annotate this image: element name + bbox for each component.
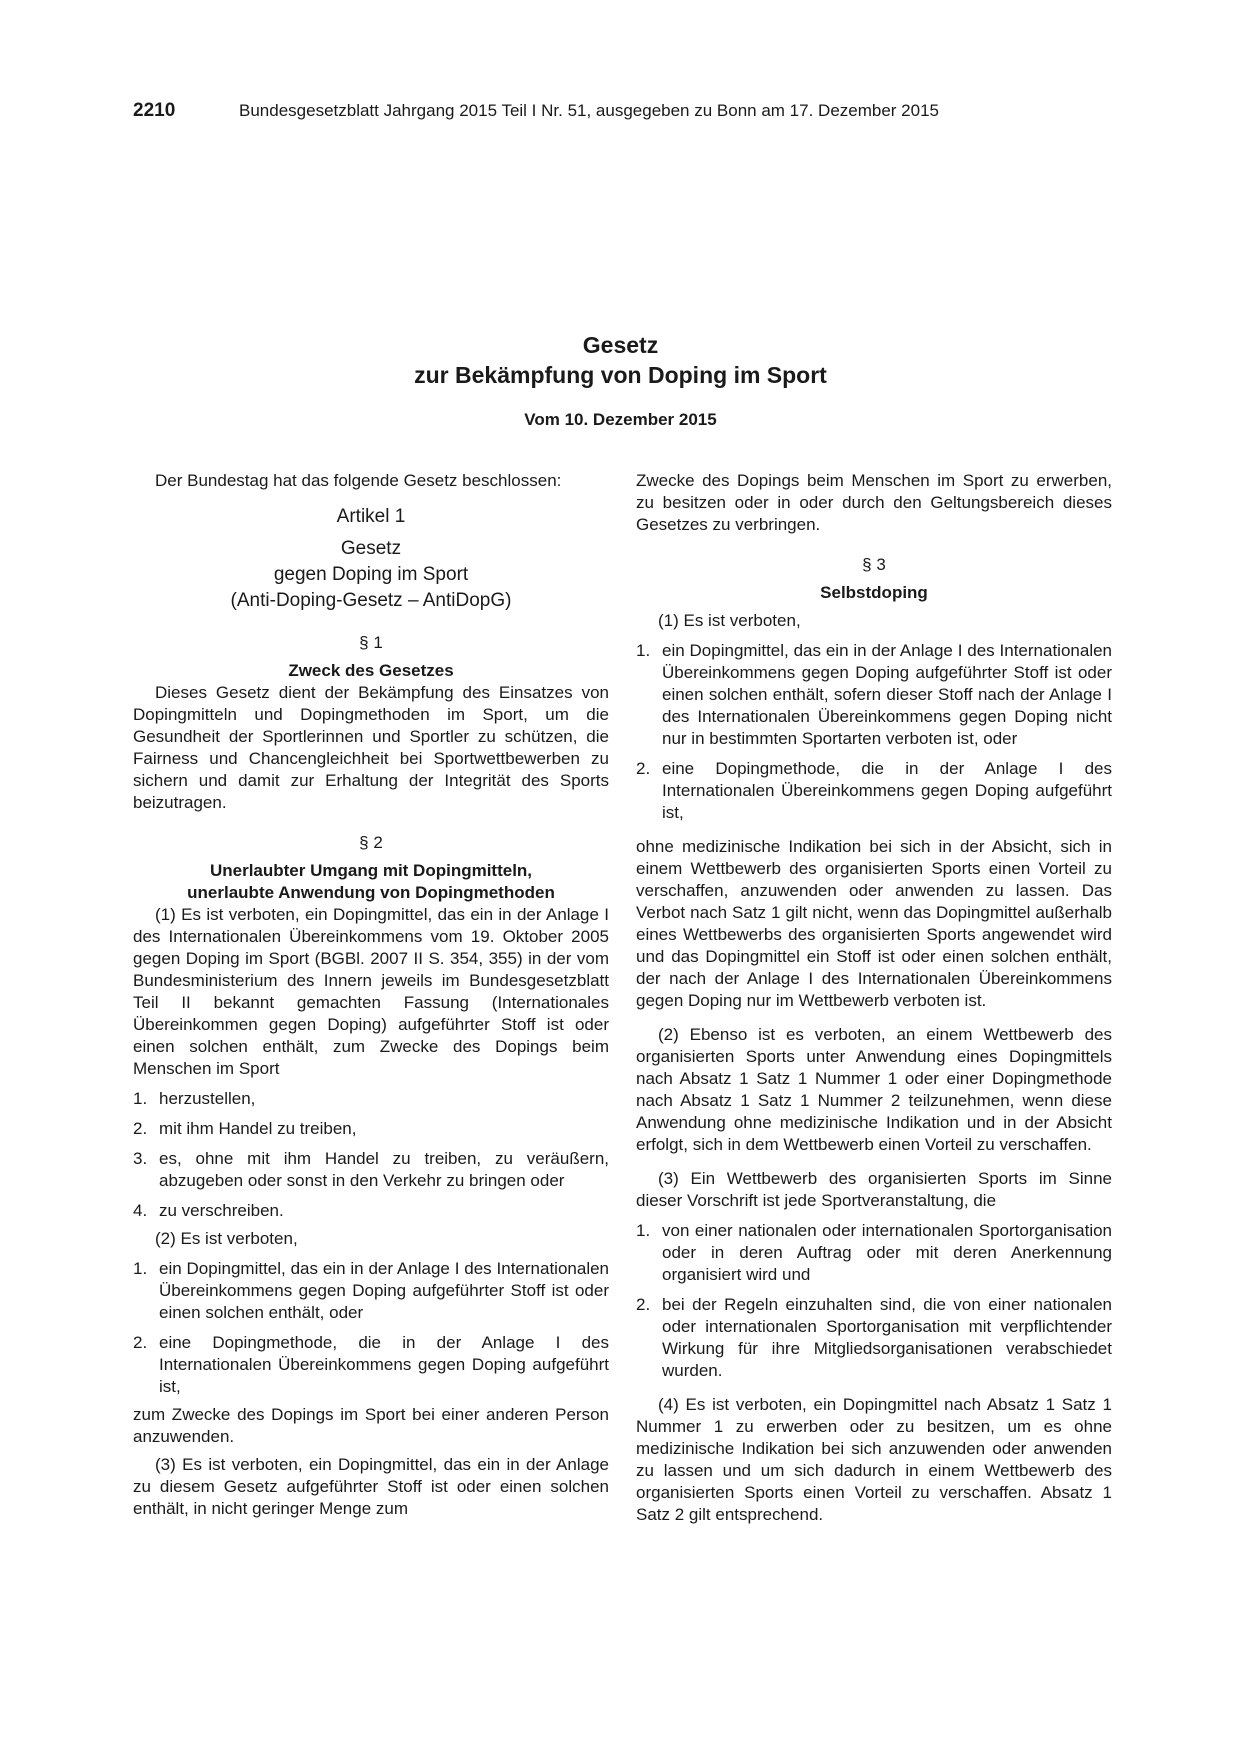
- law-title: [0, 330, 1241, 390]
- page-number: 2210: [133, 100, 176, 121]
- law-title-line2: zur Bekämpfung von Doping im Sport: [414, 362, 827, 388]
- list-item: 1. ein Dopingmittel, das ein in der Anlage I des Internationalen Übereinkommens gegen Doping aufgeführter Stoff ist oder einen solchen enthält, oder: [133, 1259, 609, 1322]
- list-item: 1. herzustellen,: [133, 1089, 256, 1108]
- section-title: Unerlaubter Umgang mit Dopingmitteln,: [209, 861, 533, 880]
- section-title: Selbstdoping: [820, 583, 928, 602]
- page-header: [133, 100, 1113, 124]
- section-title: Zweck des Gesetzes: [288, 661, 454, 680]
- section-paragraph: (2) Ebenso ist es verboten, an einem Wettbewerb des organisierten Sports unter Anwendung eines Dopingmittels nach Absatz 1 Satz 1 Nummer 1 oder einer Dopingmethode nach Absatz 1 Satz 1 Nummer 2 teilzunehmen, wenn diese Anwendung ohne medizinische Indikation und in der Absicht erfolgt, sich in dem Wettbewerb einen Vorteil zu verschaffen.: [636, 1025, 1112, 1154]
- article-label: Artikel 1: [336, 506, 406, 527]
- gazette-line: Bundesgesetzblatt Jahrgang 2015 Teil I Nr. 51, ausgegeben zu Bonn am 17. Dezember 2015: [239, 101, 939, 120]
- section-title: unerlaubte Anwendung von Dopingmethoden: [187, 883, 555, 902]
- list-item: 1. von einer nationalen oder internationalen Sportorganisation oder in deren Auftrag oder mit deren Anerkennung organisiert wird und: [636, 1221, 1112, 1284]
- right-column: [636, 470, 1112, 1526]
- section-paragraph: ohne medizinische Indikation bei sich in der Absicht, sich in einem Wettbewerb des organisierten Sports einen Vorteil zu verschaffen, anzuwenden oder anwenden zu lassen. Das Verbot nach Satz 1 gilt nicht, wenn das Dopingmittel außerhalb eines Wettbewerbs des organisierten Sports angewendet wird und das Dopingmittel ein Stoff ist oder einen solchen enthält, der nach der Anlage I des Internationalen Übereinkommens gegen Doping nur im Wettbewerb verboten ist.: [636, 837, 1112, 1010]
- section-paragraph: Dieses Gesetz dient der Bekämpfung des Einsatzes von Dopingmitteln und Dopingmethoden im Sport, um die Gesundheit der Sportlerinnen und Sportler zu schützen, die Fairness und Chancengleichheit bei Sportwettbewerben zu sichern und damit zur Erhaltung der Integrität des Sports beizutragen.: [133, 683, 609, 812]
- left-column: [133, 470, 609, 1520]
- section-paragraph: (2) Es ist verboten,: [155, 1229, 298, 1248]
- law-title-line1: Gesetz: [582, 332, 659, 358]
- list-item: 1. ein Dopingmittel, das ein in der Anlage I des Internationalen Übereinkommens gegen Doping aufgeführter Stoff ist oder einen solchen enthält, sofern dieser Stoff nach der Anlage I des Internationalen Übereinkommens gegen Doping nicht nur in bestimmten Sportarten verboten ist, oder: [636, 641, 1112, 748]
- article-name-line3: (Anti-Doping-Gesetz – AntiDopG): [230, 590, 512, 611]
- section-number: § 3: [862, 555, 886, 574]
- section-paragraph: (1) Es ist verboten,: [658, 611, 801, 630]
- list-item: 2. bei der Regeln einzuhalten sind, die von einer nationalen oder internationalen Sportorganisation mit verpflichtender Wirkung für ihre Mitgliedsorganisationen verabschiedet wurden.: [636, 1295, 1112, 1380]
- enactment-clause: Der Bundestag hat das folgende Gesetz beschlossen:: [155, 471, 562, 490]
- list-item: 2. eine Dopingmethode, die in der Anlage I des Internationalen Übereinkommens gegen Doping aufgeführt ist,: [133, 1333, 609, 1396]
- list-item: 2. mit ihm Handel zu treiben,: [133, 1119, 357, 1138]
- section-paragraph: (4) Es ist verboten, ein Dopingmittel nach Absatz 1 Satz 1 Nummer 1 zu erwerben oder zu besitzen, um es ohne medizinische Indikation bei sich anzuwenden oder anwenden zu lassen und um sich dadurch in einem Wettbewerb des organisierten Sports einen Vorteil zu verschaffen. Absatz 1 Satz 2 gilt entsprechend.: [636, 1395, 1112, 1524]
- article-heading: [133, 504, 609, 614]
- section-paragraph: zum Zwecke des Dopings im Sport bei einer anderen Person anzuwenden.: [133, 1405, 609, 1446]
- list-item: 4. zu verschreiben.: [133, 1201, 284, 1220]
- section-number: § 2: [359, 833, 383, 852]
- section-paragraph: (3) Ein Wettbewerb des organisierten Sports im Sinne dieser Vorschrift ist jede Sportveranstaltung, die: [636, 1169, 1112, 1210]
- section-paragraph: (3) Es ist verboten, ein Dopingmittel, das ein in der Anlage zu diesem Gesetz aufgeführter Stoff ist oder einen solchen enthält, in nicht geringer Menge zum: [133, 1455, 609, 1518]
- article-name-line1: Gesetz: [340, 538, 402, 559]
- section-paragraph: (1) Es ist verboten, ein Dopingmittel, das ein in der Anlage I des Internationalen Übereinkommens vom 19. Oktober 2005 gegen Doping im Sport (BGBl. 2007 II S. 354, 355) in der vom Bundesministerium des Innern jeweils im Bundesgesetzblatt Teil II bekannt gemachten Fassung (Internationales Übereinkommen gegen Doping) aufgeführter Stoff ist oder einen solchen enthält, zum Zwecke des Dopings beim Menschen im Sport: [133, 905, 609, 1078]
- list-item: 3. es, ohne mit ihm Handel zu treiben, zu veräußern, abzugeben oder sonst in den Verkehr zu bringen oder: [133, 1149, 609, 1190]
- section-paragraph: Zwecke des Dopings beim Menschen im Sport zu erwerben, zu besitzen oder in oder durch den Geltungsbereich dieses Gesetzes zu verbringen.: [636, 471, 1112, 534]
- law-date: Vom 10. Dezember 2015: [524, 410, 717, 429]
- article-name-line2: gegen Doping im Sport: [273, 564, 469, 585]
- list-item: 2. eine Dopingmethode, die in der Anlage I des Internationalen Übereinkommens gegen Doping aufgeführt ist,: [636, 759, 1112, 822]
- section-number: § 1: [359, 633, 383, 652]
